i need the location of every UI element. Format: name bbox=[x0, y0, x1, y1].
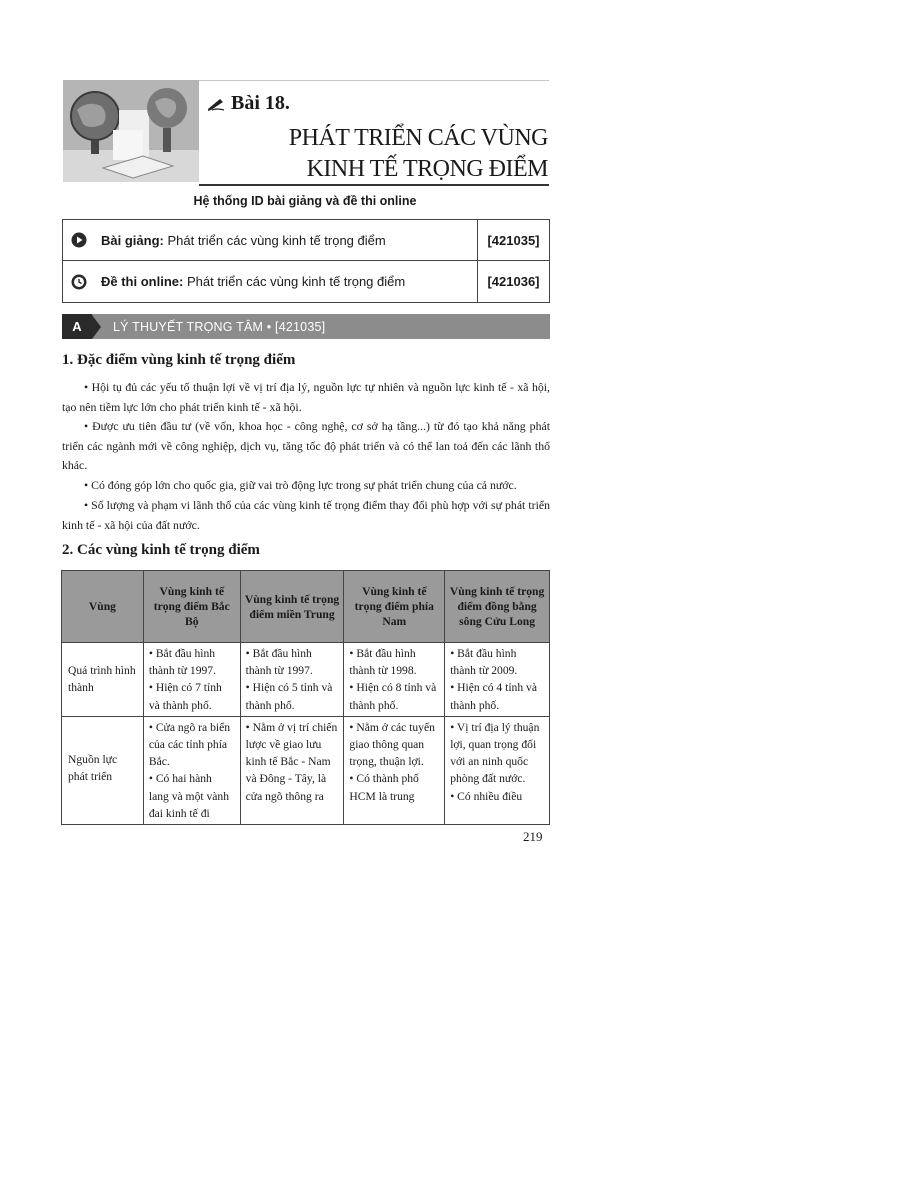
table-cell bbox=[445, 643, 550, 717]
part1-paragraph-3: • Có đóng góp lớn cho quốc gia, giữ vai trò động lực trong sự phát triển chung của cả nước. bbox=[84, 478, 517, 492]
cell-line: • Nằm ở vị trí chiến lược về giao lưu kinh tế Bắc - Nam và Đông - Tây, là cửa ngõ thông ra bbox=[245, 720, 338, 803]
online-exam-text bbox=[101, 274, 477, 289]
cell-line: • Bắt đầu hình thành từ 2009. bbox=[450, 647, 518, 678]
header-mekong: Vùng kinh tế trọng điểm đồng bằng sông Cửu Long bbox=[445, 571, 550, 643]
lecture-row[interactable] bbox=[63, 220, 549, 261]
cell-line: • Có nhiều điều bbox=[450, 789, 523, 803]
cell-line: • Có thành phố HCM là trung bbox=[349, 772, 419, 803]
clock-icon bbox=[71, 274, 87, 290]
cell-line: • Hiện có 8 tỉnh và thành phố. bbox=[349, 681, 437, 712]
row-label-resources: Nguồn lực phát triển bbox=[62, 716, 144, 824]
header-south: Vùng kinh tế trọng điểm phía Nam bbox=[344, 571, 445, 643]
table-header-row bbox=[62, 571, 550, 643]
part1-heading: 1. Đặc điểm vùng kinh tế trọng điểm bbox=[62, 352, 296, 368]
header-bottom-rule bbox=[199, 184, 549, 186]
part1-paragraph-4: • Số lượng và phạm vi lãnh thổ của các vùng kinh tế trọng điểm thay đổi phù hợp với sự phát triển kinh tế - xã hội của đất nước. bbox=[62, 498, 550, 532]
cell-line: • Nằm ở các tuyến giao thông quan trọng, thuận lợi. bbox=[349, 720, 435, 769]
lesson-number bbox=[207, 92, 290, 115]
part1-paragraph-1: • Hội tụ đủ các yếu tố thuận lợi về vị trí địa lý, nguồn lực tự nhiên và nguồn lực kinh tế - xã hội, tạo nên tiềm lực lớn cho phát triển kinh tế - xã hội. bbox=[62, 380, 550, 414]
section-badge: A bbox=[62, 314, 92, 339]
cell-line: • Cửa ngõ ra biển của các tỉnh phía Bắc. bbox=[148, 720, 231, 769]
cell-line: • Hiện có 5 tỉnh và thành phố. bbox=[245, 681, 333, 712]
section-title: LÝ THUYẾT TRỌNG TÂM • [421035] bbox=[113, 319, 326, 334]
online-system-heading: Hệ thống ID bài giảng và đề thi online bbox=[193, 194, 417, 208]
table-cell bbox=[143, 643, 240, 717]
lecture-title: Phát triển các vùng kinh tế trọng điểm bbox=[167, 232, 386, 248]
part1-paragraph-2: • Được ưu tiên đầu tư (về vốn, khoa học - công nghệ, cơ sở hạ tầng...) từ đó tạo khả năng phát triển các ngành mới về công nghiệp, dịch vụ, tăng tốc độ phát triển và có thể lan toả đến các lãnh thổ khác. bbox=[62, 419, 550, 472]
cell-line: • Có hai hành lang và một vành đai kinh tế đi bbox=[148, 772, 230, 820]
online-exam-title: Phát triển các vùng kinh tế trọng điểm bbox=[186, 274, 406, 289]
cell-line: • Vị trí địa lý thuận lợi, quan trọng đối với an ninh quốc phòng đất nước. bbox=[450, 720, 540, 786]
lecture-text bbox=[101, 233, 477, 248]
online-exam-label: Đề thi online: bbox=[101, 274, 184, 289]
table-row bbox=[62, 716, 550, 824]
section-a-bar bbox=[62, 314, 550, 339]
table-cell bbox=[240, 716, 344, 824]
lecture-id: [421035] bbox=[477, 220, 549, 261]
cell-line: • Bắt đầu hình thành từ 1998. bbox=[349, 647, 417, 678]
header-north: Vùng kinh tế trọng điểm Bắc Bộ bbox=[143, 571, 240, 643]
section-arrow bbox=[92, 315, 101, 339]
header-central: Vùng kinh tế trọng điểm miền Trung bbox=[240, 571, 344, 643]
lecture-label: Bài giảng: bbox=[101, 232, 164, 248]
header-top-rule bbox=[199, 80, 549, 81]
economic-regions-table bbox=[61, 570, 550, 825]
online-exam-id: [421036] bbox=[477, 261, 549, 302]
cell-line: • Bắt đầu hình thành từ 1997. bbox=[148, 647, 217, 678]
table-cell bbox=[445, 716, 550, 824]
online-exam-row[interactable] bbox=[63, 261, 549, 302]
lesson-title-line1: PHÁT TRIỂN CÁC VÙNG bbox=[288, 125, 548, 151]
table-cell bbox=[344, 643, 445, 717]
table-cell bbox=[240, 643, 344, 717]
lesson-title-line2: KINH TẾ TRỌNG ĐIỂM bbox=[306, 156, 548, 182]
lesson-label: Bài 18. bbox=[231, 92, 290, 114]
table-cell bbox=[344, 716, 445, 824]
cell-line: • Hiện có 4 tỉnh và thành phố. bbox=[450, 681, 537, 712]
page-number: 219 bbox=[523, 829, 543, 844]
cell-line: • Bắt đầu hình thành từ 1997. bbox=[245, 647, 313, 678]
header-region: Vùng bbox=[62, 571, 144, 643]
row-label-formation: Quá trình hình thành bbox=[62, 643, 144, 717]
pen-icon bbox=[207, 97, 225, 111]
table-cell bbox=[143, 716, 240, 824]
globes-photo bbox=[63, 80, 199, 182]
part2-heading: 2. Các vùng kinh tế trọng điểm bbox=[62, 542, 260, 558]
table-row bbox=[62, 643, 550, 717]
cell-line: • Hiện có 7 tỉnh và thành phố. bbox=[148, 681, 222, 712]
online-resources-box bbox=[62, 219, 550, 303]
play-icon bbox=[71, 232, 87, 248]
